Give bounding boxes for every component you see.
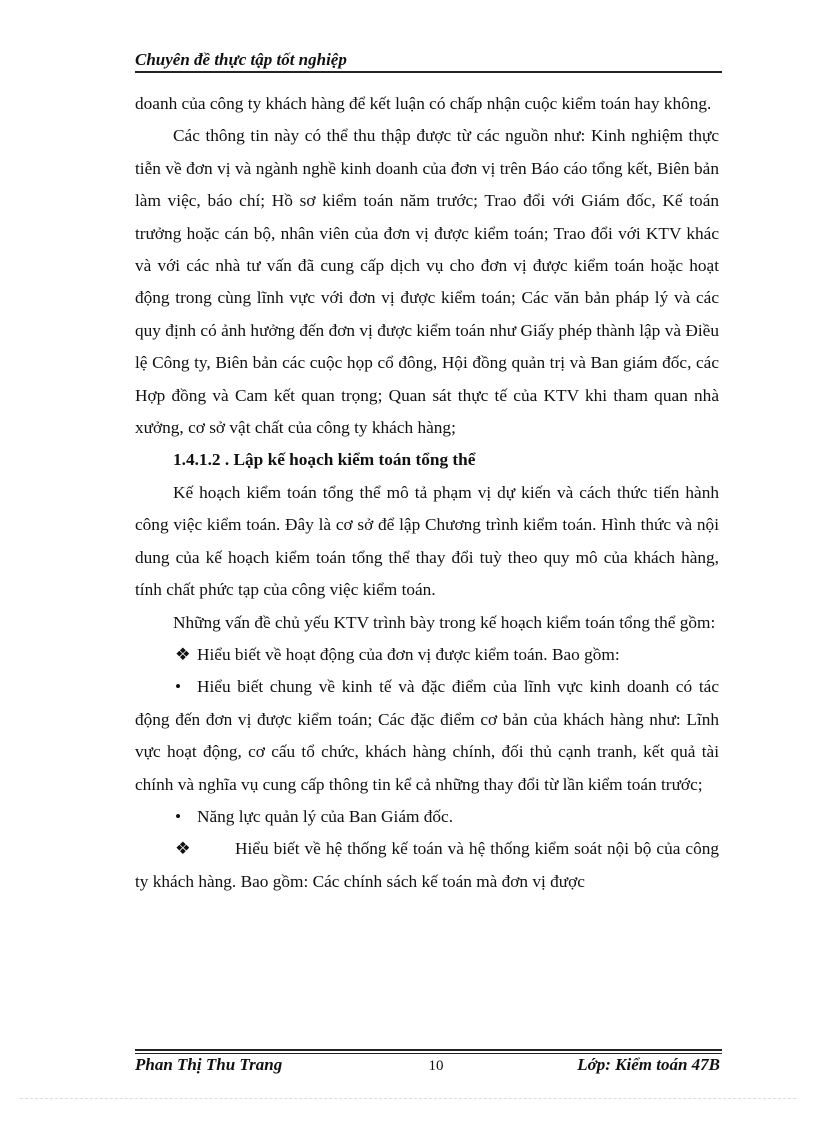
paragraph-overall-plan: Kế hoạch kiểm toán tổng thể mô tả phạm vị dự kiến và cách thức tiến hành công việc kiểm toán. Đây là cơ sở để lập Chương trình kiểm toán. Hình thức và nội dung của kế hoạch kiểm toán tổng thể thay đổi tuỳ theo quy mô của khách hàng, tính chất phức tạp của công việc kiểm toán. xyxy=(135,482,719,600)
list-item-text: Hiểu biết về hoạt động của đơn vị được kiểm toán. Bao gồm: xyxy=(197,644,620,664)
diamond-bullet-icon: ❖ xyxy=(175,644,191,664)
dot-bullet-icon: • xyxy=(175,677,182,697)
footer-rule-top xyxy=(135,1049,722,1051)
list-item-bullet-1 xyxy=(135,671,719,801)
list-item-star-1 xyxy=(135,639,719,671)
list-item-star-2 xyxy=(135,833,719,898)
list-item-bullet-2 xyxy=(135,801,719,833)
footer-class-label: Lớp: Kiểm toán 47B xyxy=(577,1055,720,1074)
list-item-text: Hiểu biết về hệ thống kế toán và hệ thống kiểm soát nội bộ của công ty khách hàng. Bao gồm: Các chính sách kế toán mà đơn vị được xyxy=(135,839,719,891)
list-item-text: Năng lực quản lý của Ban Giám đốc. xyxy=(197,806,454,826)
paragraph-continuation: doanh của công ty khách hàng để kết luận có chấp nhận cuộc kiểm toán hay không. xyxy=(135,94,712,113)
page-number: 10 xyxy=(428,1058,444,1074)
document-body xyxy=(135,88,719,898)
page-edge-divider xyxy=(20,1098,796,1099)
section-heading: 1.4.1.2 . Lập kế hoạch kiểm toán tổng thể xyxy=(173,450,476,470)
page-header-title: Chuyên đề thực tập tốt nghiệp xyxy=(135,50,347,69)
list-item-text: Hiểu biết chung về kinh tế và đặc điểm của lĩnh vực kinh doanh có tác động đến đơn vị được kiểm toán; Các đặc điểm cơ bản của khách hàng như: Lĩnh vực hoạt động, cơ cấu tổ chức, khách hàng chính, đối thủ cạnh tranh, kết quả tài chính và nghĩa vụ cung cấp thông tin kể cả những thay đổi từ lần kiểm toán trước; xyxy=(135,677,719,794)
paragraph-main-issues: Những vấn đề chủ yếu KTV trình bày trong kế hoạch kiểm toán tổng thể gồm: xyxy=(173,612,716,632)
dot-bullet-icon: • xyxy=(175,806,182,826)
footer-author: Phan Thị Thu Trang xyxy=(135,1055,283,1074)
header-rule xyxy=(135,71,722,73)
footer-rule-bottom xyxy=(135,1053,722,1054)
paragraph-information-sources: Các thông tin này có thể thu thập được từ các nguồn như: Kinh nghiệm thực tiễn về đơn vị và ngành nghề kinh doanh của đơn vị trên Báo cáo tổng kết, Biên bản làm việc, báo chí; Hồ sơ kiểm toán năm trước; Trao đổi với Giám đốc, Kế toán trưởng hoặc cán bộ, nhân viên của đơn vị được kiểm toán; Trao đổi với KTV khác và với các nhà tư vấn đã cung cấp dịch vụ cho đơn vị được kiểm toán hoặc hoạt động trong cùng lĩnh vực với đơn vị được kiểm toán; Các văn bản pháp lý và các quy định có ảnh hưởng đến đơn vị được kiểm toán như Giấy phép thành lập và Điều lệ Công ty, Biên bản các cuộc họp cổ đông, Hội đồng quản trị và Ban giám đốc, các Hợp đồng và Cam kết quan trọng; Quan sát thực tế của KTV khi tham quan nhà xưởng, cơ sở vật chất của công ty khách hàng; xyxy=(135,126,719,438)
diamond-bullet-icon: ❖ xyxy=(175,839,191,859)
